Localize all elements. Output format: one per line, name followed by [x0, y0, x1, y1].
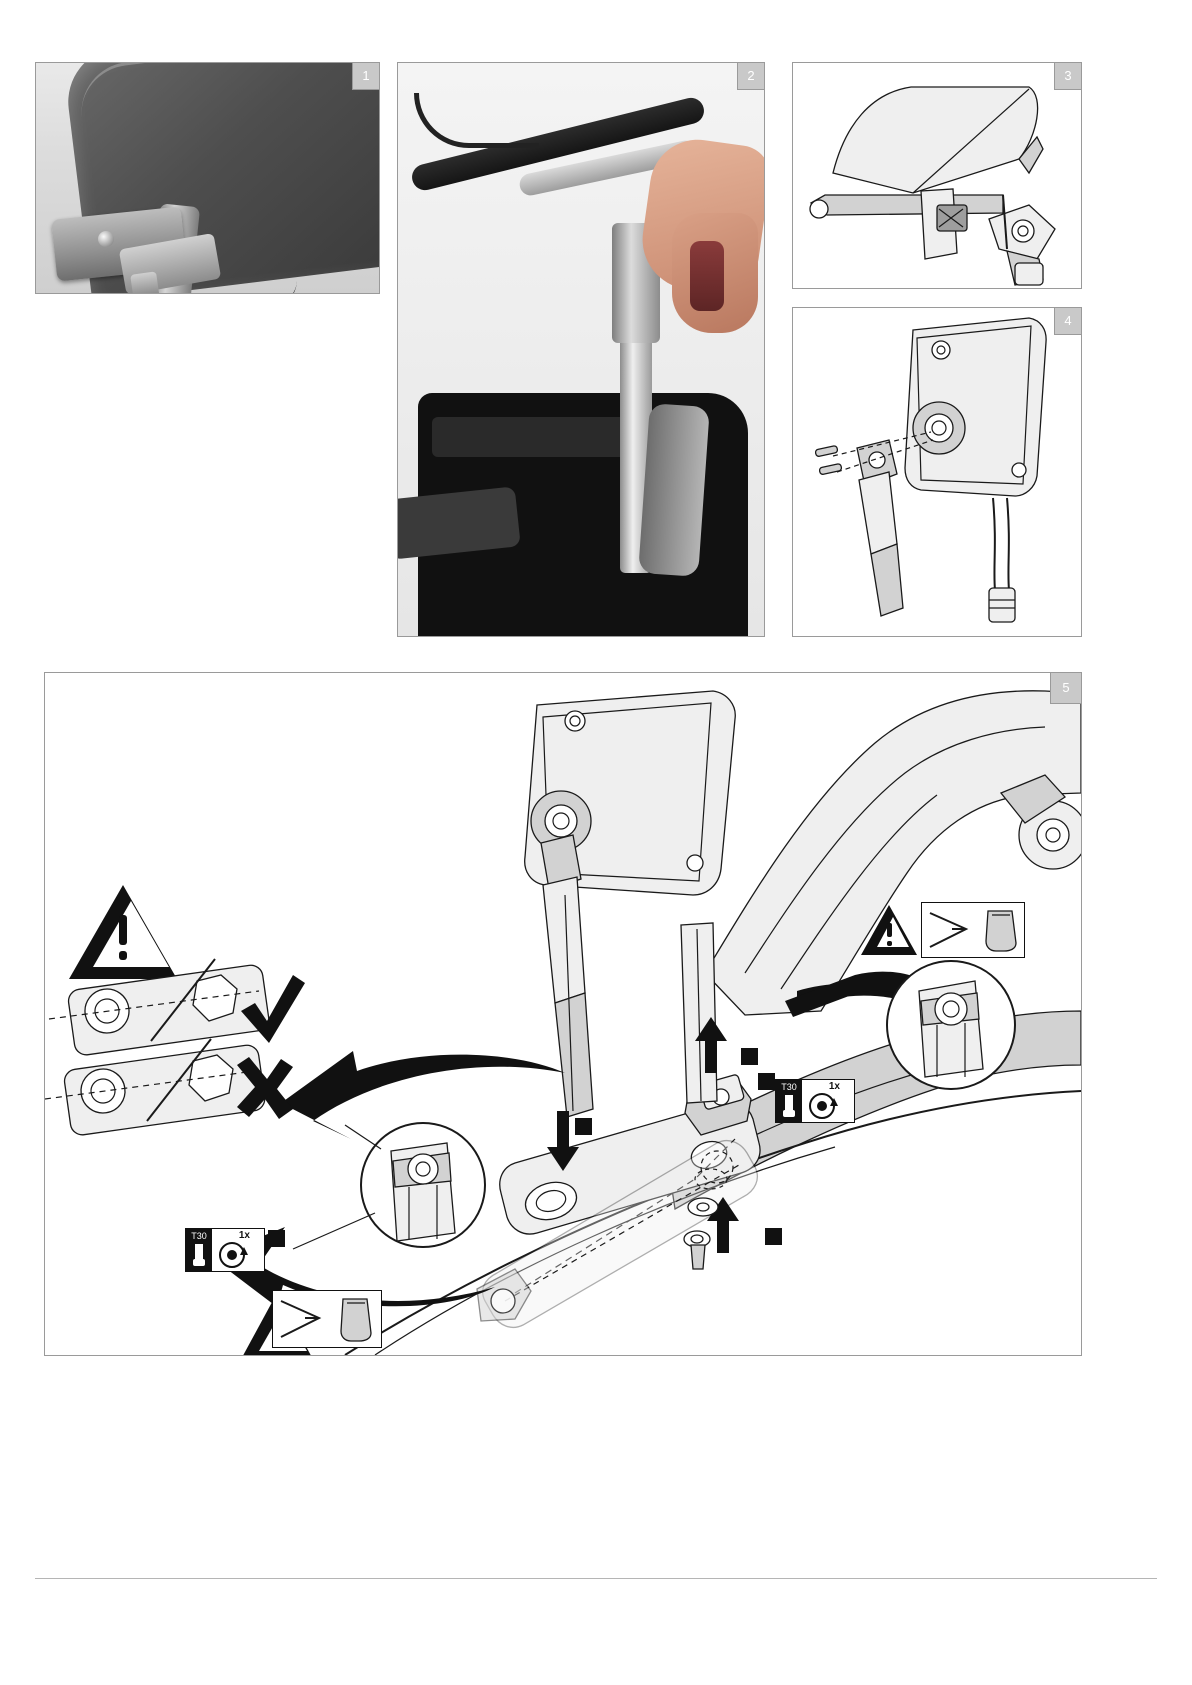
visual-check-box-bottom-left: [272, 1290, 382, 1348]
locking-knob: [130, 271, 160, 294]
torx-bit-icon-2: [776, 1080, 802, 1122]
drawing-bracket-assembly: [793, 63, 1081, 288]
panel-step-1: [35, 62, 380, 294]
torque-count-label: 1x: [238, 1230, 250, 1241]
panel-step-3: [792, 62, 1082, 289]
torque-indicator-2: [802, 1080, 842, 1122]
tool-callout-right: [775, 1079, 855, 1123]
torx-bit-icon: [186, 1229, 212, 1271]
marker-square-a: [575, 1118, 592, 1135]
step-badge-4: 4: [1054, 308, 1081, 335]
step-badge-5: 5: [1050, 673, 1081, 704]
visual-check-drawing: [922, 903, 1023, 956]
panel-step-4: [792, 307, 1082, 637]
visual-check-box-right: [921, 902, 1025, 958]
torque-indicator: [212, 1229, 252, 1271]
marker-square-b: [741, 1048, 758, 1065]
marker-square-c: [765, 1228, 782, 1245]
bit-shape-2: [780, 1093, 798, 1119]
visual-check-drawing-2: [273, 1291, 380, 1346]
tool-size-label-2: T30: [781, 1082, 797, 1092]
drawing-display-mount: [793, 308, 1081, 636]
tool-callout-left: [185, 1228, 265, 1272]
step-badge-3: 3: [1054, 63, 1081, 90]
torque-count-label-2: 1x: [828, 1081, 840, 1092]
footer-divider: [35, 1578, 1157, 1579]
marker-square-d: [758, 1073, 775, 1090]
bit-shape: [190, 1242, 208, 1268]
clamp-screw: [98, 231, 114, 247]
support-bracket: [638, 403, 710, 577]
step-badge-1: 1: [352, 63, 379, 90]
tool-size-label: T30: [191, 1231, 207, 1241]
grip: [690, 241, 724, 311]
step-badge-2: 2: [737, 63, 764, 90]
panel-step-2: [397, 62, 765, 637]
marker-square-left: [268, 1230, 285, 1247]
